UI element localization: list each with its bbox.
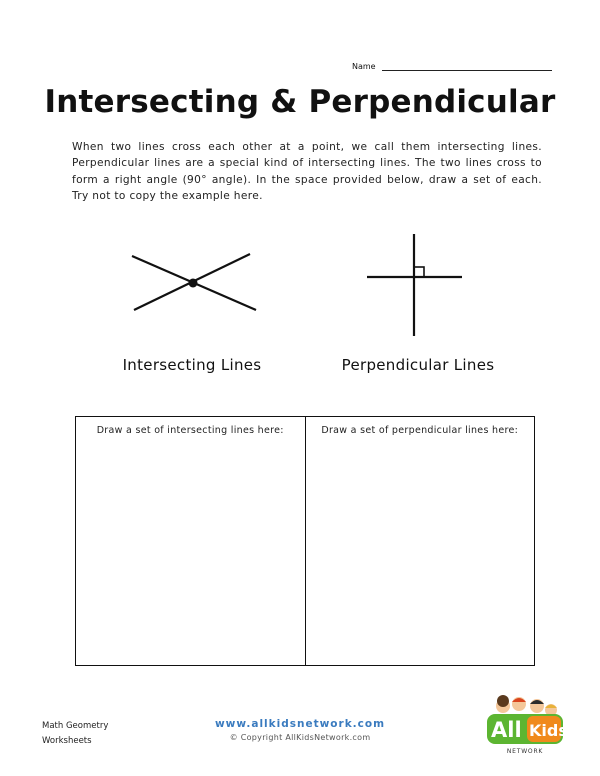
site-url-link[interactable]: www.allkidsnetwork.com <box>214 718 386 730</box>
allkids-logo-icon <box>483 692 567 756</box>
intersecting-drawing-space[interactable] <box>76 417 305 665</box>
svg-text:NETWORK: NETWORK <box>506 748 544 755</box>
perpendicular-drawing-space[interactable] <box>305 417 535 665</box>
svg-text:All: All <box>491 718 522 742</box>
svg-text:Kids: Kids <box>529 721 567 740</box>
drawing-area <box>75 416 535 666</box>
copyright-text: © Copyright AllKidsNetwork.com <box>229 733 371 742</box>
name-label: Name <box>352 62 376 71</box>
footer-category-line1: Math Geometry <box>42 721 109 731</box>
name-field[interactable] <box>352 57 552 71</box>
intersecting-draw-prompt: Draw a set of intersecting lines here: <box>96 425 284 436</box>
intersecting-lines-diagram <box>126 248 260 314</box>
intersection-point <box>189 279 198 288</box>
intro-paragraph: When two lines cross each other at a point, we call them intersecting lines. Perpendicular lines are a special kind of intersecting lines. The two lines cross to form a right angle (90° angle). In the space provided below, draw a set of each. Try not to copy the example here. <box>72 141 542 202</box>
footer-category-line2: Worksheets <box>42 736 92 746</box>
perpendicular-lines-diagram <box>366 232 464 338</box>
allkids-logo <box>483 692 567 756</box>
name-underline[interactable] <box>382 62 552 71</box>
perpendicular-draw-prompt: Draw a set of perpendicular lines here: <box>321 425 519 436</box>
right-angle-marker <box>414 267 424 277</box>
worksheet-title: Intersecting & Perpendicular <box>44 84 556 120</box>
intersecting-lines-label: Intersecting Lines <box>122 356 262 374</box>
perpendicular-lines-label: Perpendicular Lines <box>341 356 495 374</box>
